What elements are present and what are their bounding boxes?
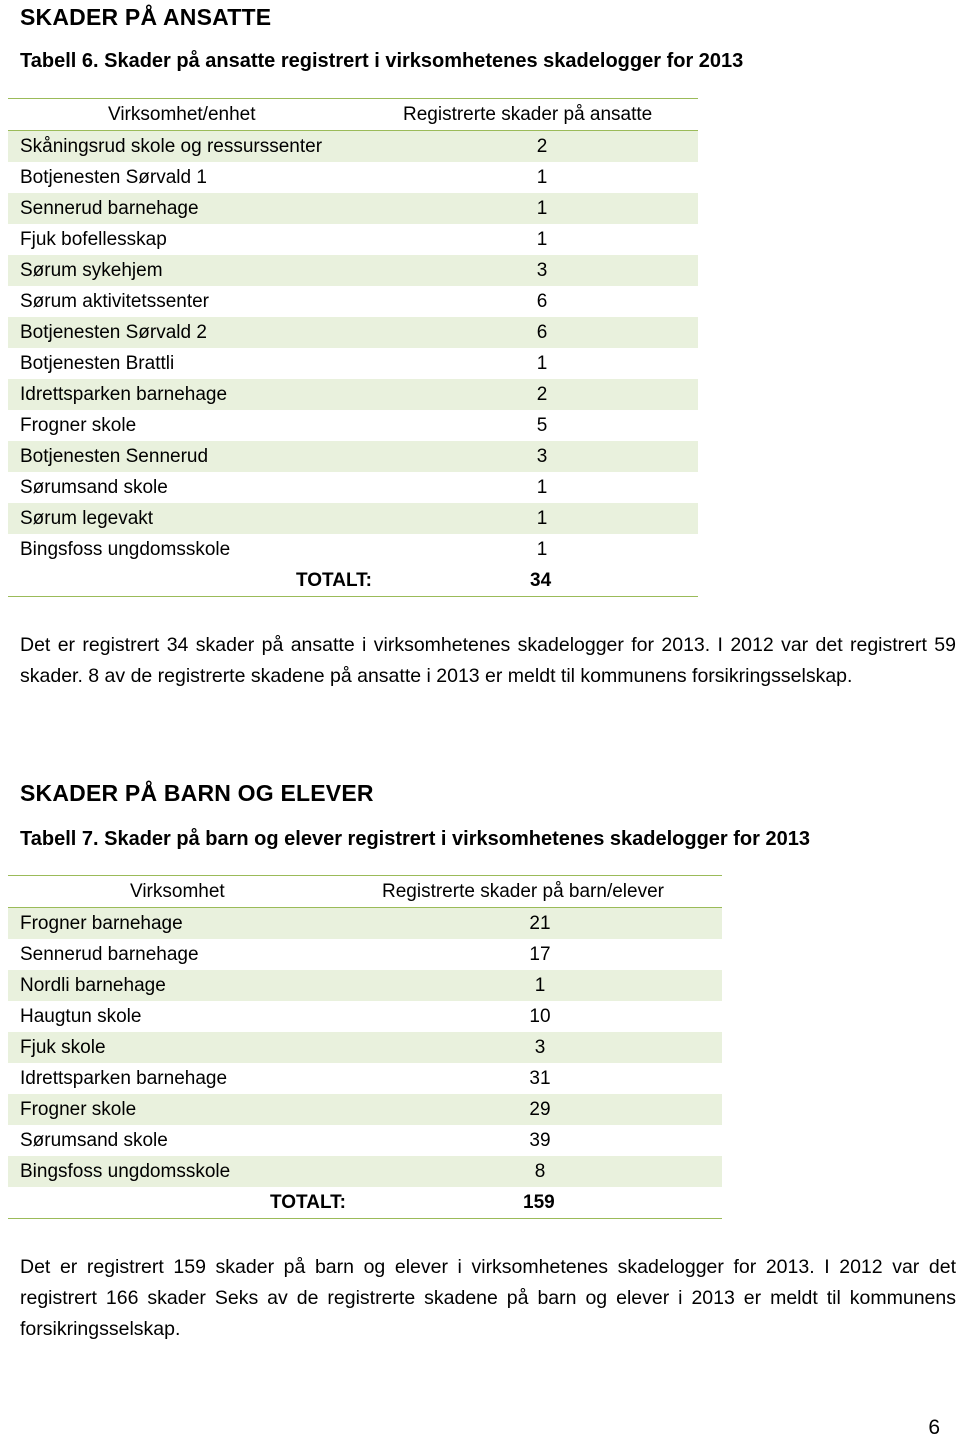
paragraph-ansatte: Det er registrert 34 skader på ansatte i virksomhetenes skadelogger for 2013. I 2012 var det registrert 59 skader. 8 av de registrerte skadene på ansatte i 2013 er meldt til kommunens forsikringsselskap. (20, 634, 956, 687)
row-value: 2 (536, 136, 548, 157)
table-caption-6: Tabell 6. Skader på ansatte registrert i virksomhetenes skadelogger for 2013 (20, 50, 744, 72)
table-row (8, 970, 722, 1001)
row-name: Fjuk skole (20, 1037, 106, 1058)
row-value: 1 (536, 229, 548, 250)
section-heading-ansatte: SKADER PÅ ANSATTE (20, 4, 272, 30)
table-row (8, 1125, 722, 1156)
row-value: 1 (536, 167, 548, 188)
table-row (8, 224, 698, 255)
table-row (8, 131, 698, 162)
table-row (8, 1032, 722, 1063)
row-value: 3 (536, 446, 548, 467)
column-header-virksomhet: Virksomhet (130, 881, 225, 902)
row-value: 39 (529, 1130, 551, 1151)
row-value: 1 (536, 508, 548, 529)
table-row (8, 317, 698, 348)
row-value: 3 (536, 260, 548, 281)
table-header (8, 876, 722, 908)
table-row (8, 939, 722, 970)
row-name: Botjenesten Sennerud (20, 446, 209, 467)
row-value: 31 (529, 1068, 551, 1089)
row-name: Botjenesten Sørvald 1 (20, 167, 207, 188)
column-header-skader: Registrerte skader på ansatte (403, 104, 653, 125)
table-row (8, 1063, 722, 1094)
row-name: Bingsfoss ungdomsskole (20, 1161, 231, 1182)
row-name: Frogner barnehage (20, 913, 183, 934)
row-value: 29 (529, 1099, 551, 1120)
row-value: 10 (529, 1006, 551, 1027)
row-value: 8 (534, 1161, 546, 1182)
row-name: Sennerud barnehage (20, 198, 199, 219)
row-name: Bingsfoss ungdomsskole (20, 539, 231, 560)
row-name: Sørum aktivitetssenter (20, 291, 209, 312)
row-name: Skåningsrud skole og ressurssenter (20, 136, 323, 157)
table-total-row (8, 565, 698, 596)
total-value: 159 (523, 1192, 555, 1213)
table-barn (8, 875, 722, 1219)
table-row (8, 193, 698, 224)
table-row (8, 534, 698, 565)
row-value: 5 (536, 415, 548, 436)
table-row (8, 286, 698, 317)
table-row (8, 441, 698, 472)
table-row (8, 908, 722, 939)
row-value: 1 (536, 539, 548, 560)
total-value: 34 (530, 570, 552, 591)
paragraph-barn: Det er registrert 159 skader på barn og elever i virksomhetenes skadelogger for 2013. I 2012 var det registrert 166 skader Seks av de registrerte skadene på barn og elever i 2013 er meldt til kommunens forsikringsselskap. (20, 1256, 956, 1340)
row-name: Sennerud barnehage (20, 944, 199, 965)
row-value: 1 (536, 477, 548, 498)
row-value: 17 (529, 944, 551, 965)
row-name: Botjenesten Sørvald 2 (20, 322, 207, 343)
table-row (8, 410, 698, 441)
table-row (8, 1094, 722, 1125)
row-name: Sørumsand skole (20, 1130, 168, 1151)
table-ansatte (8, 98, 698, 597)
row-value: 1 (534, 975, 546, 996)
row-value: 1 (536, 353, 548, 374)
row-name: Sørumsand skole (20, 477, 168, 498)
table-row (8, 1156, 722, 1187)
row-name: Sørum sykehjem (20, 260, 163, 281)
section-heading-barn: SKADER PÅ BARN OG ELEVER (20, 780, 374, 806)
table-row (8, 379, 698, 410)
row-value: 2 (536, 384, 548, 405)
table-row (8, 162, 698, 193)
row-name: Frogner skole (20, 1099, 137, 1120)
table-row (8, 472, 698, 503)
column-header-skader: Registrerte skader på barn/elever (382, 881, 664, 902)
column-header-virksomhet: Virksomhet/enhet (108, 104, 256, 125)
table-caption-7: Tabell 7. Skader på barn og elever registrert i virksomhetenes skadelogger for 2013 (20, 828, 810, 850)
row-name: Sørum legevakt (20, 508, 154, 529)
row-value: 6 (536, 291, 548, 312)
row-name: Botjenesten Brattli (20, 353, 175, 374)
row-name: Frogner skole (20, 415, 137, 436)
row-value: 21 (529, 913, 551, 934)
row-value: 6 (536, 322, 548, 343)
row-name: Idrettsparken barnehage (20, 384, 228, 405)
table-body (8, 908, 722, 1187)
row-value: 1 (536, 198, 548, 219)
page-number: 6 (928, 1416, 940, 1439)
table-body (8, 131, 698, 565)
row-value: 3 (534, 1037, 546, 1058)
table-header (8, 99, 698, 131)
row-name: Haugtun skole (20, 1006, 142, 1027)
table-row (8, 255, 698, 286)
table-row (8, 1001, 722, 1032)
table-total-row (8, 1187, 722, 1218)
row-name: Idrettsparken barnehage (20, 1068, 228, 1089)
table-row (8, 348, 698, 379)
total-label: TOTALT: (270, 1192, 346, 1213)
total-label: TOTALT: (296, 570, 372, 591)
table-row (8, 503, 698, 534)
row-name: Fjuk bofellesskap (20, 229, 167, 250)
row-name: Nordli barnehage (20, 975, 166, 996)
